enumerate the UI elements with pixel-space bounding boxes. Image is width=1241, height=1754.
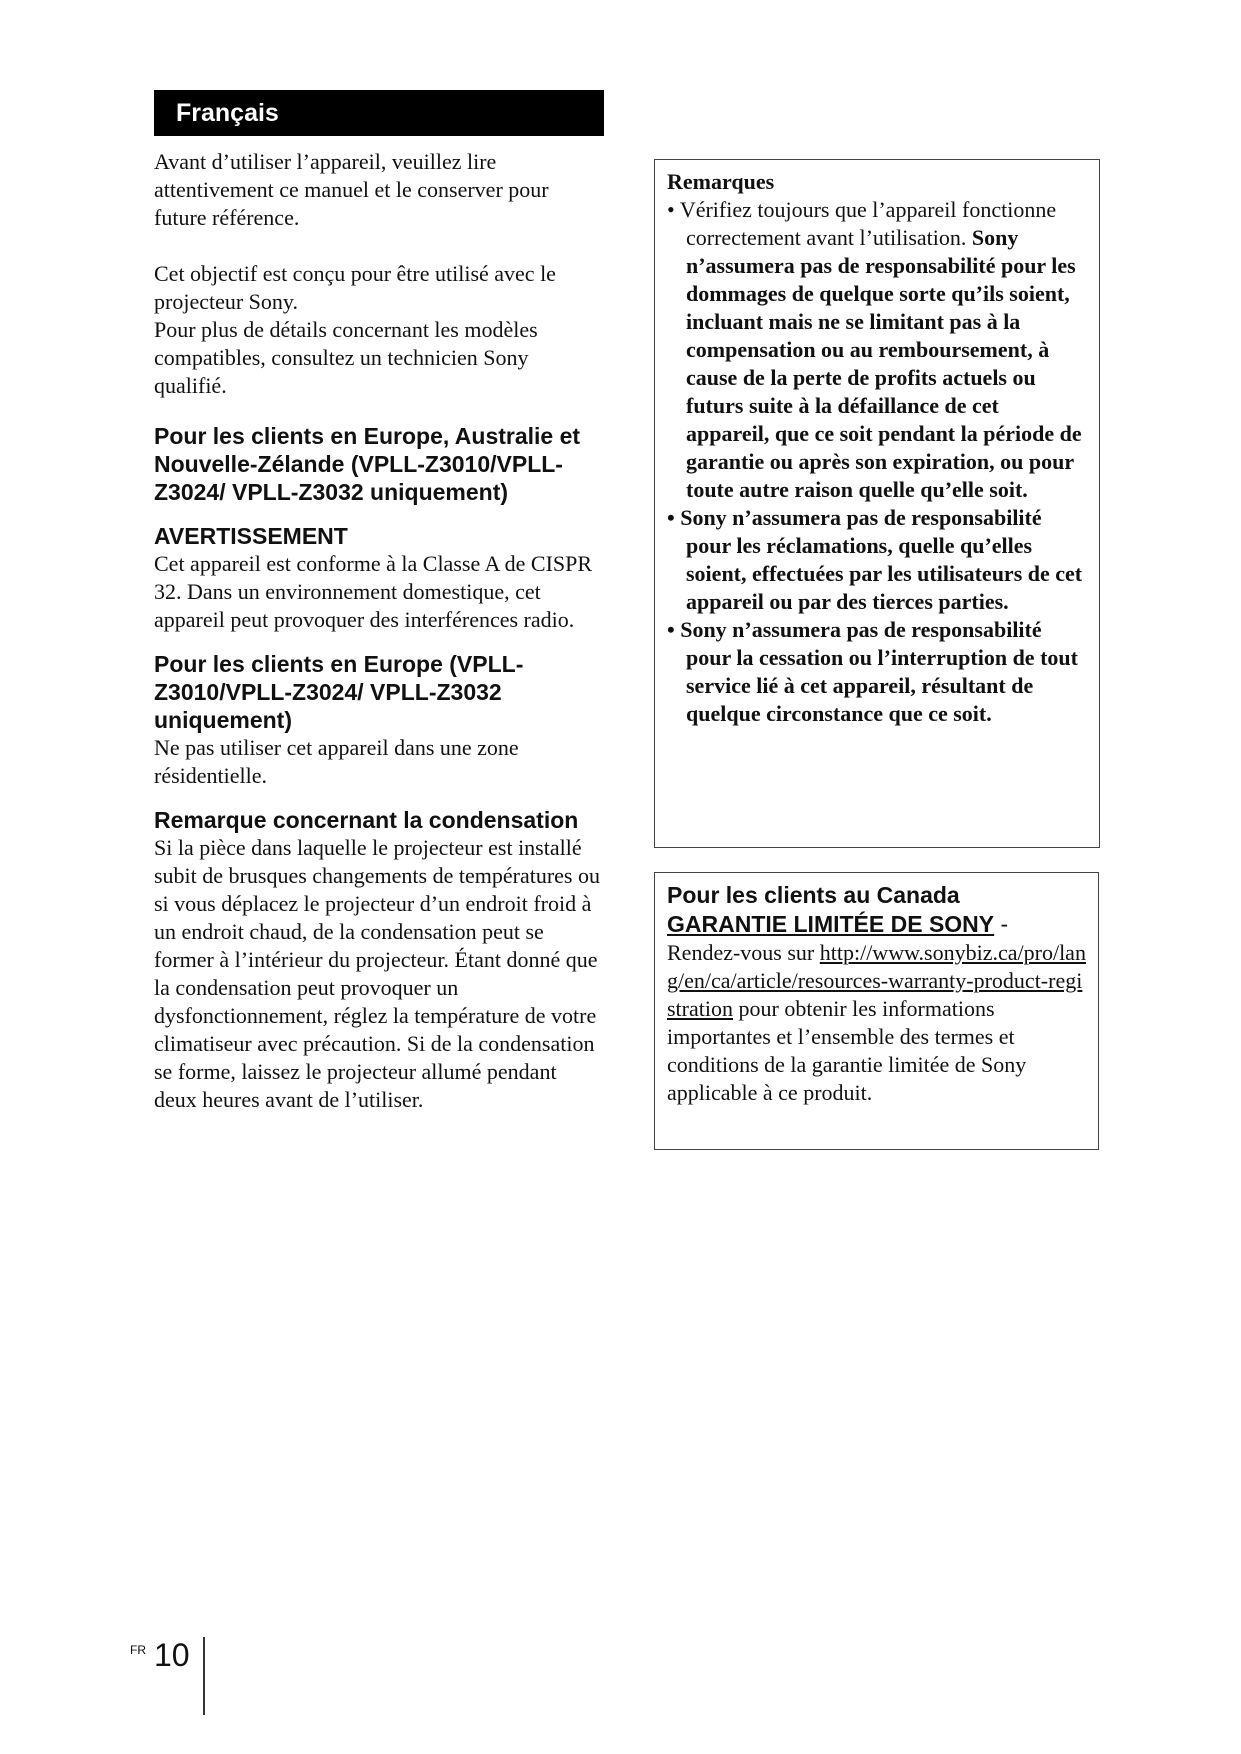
- notes-bullet-1-plain: Vérifiez toujours que l’appareil fonctionne correctement avant l’utilisation.: [679, 197, 1057, 250]
- condensation-text: Si la pièce dans laquelle le projecteur est installé subit de brusques changements de températures ou si vous déplacez le projecteur d’un endroit froid à un endroit chaud, de la condensation peut se former à l’intérieur du projecteur. Étant donné que la condensation peut provoquer un dysfonctionnement, réglez la température de votre climatiseur avec précaution. Si de la condensation se forme, laissez le projecteur allumé pendant deux heures avant de l’utiliser.: [154, 835, 600, 1112]
- notes-box: [654, 159, 1100, 848]
- language-header: Français: [154, 90, 604, 136]
- warranty-link[interactable]: http://www.sonybiz.ca/pro/lang/en/ca/article/resources-warranty-product-registration: [667, 940, 1086, 1021]
- canada-text: [667, 939, 1086, 1107]
- condensation-heading: Remarque concernant la condensation: [154, 807, 579, 833]
- notes-bullet-3: • Sony n’assumera pas de responsabilité pour la cessation ou l’interruption de tout service lié à cet appareil, résultant de quelque circonstance que ce soit.: [667, 617, 1078, 726]
- canada-heading: Pour les clients au Canada: [667, 882, 960, 908]
- lens-compatibility-paragraph: Cet objectif est conçu pour être utilisé avec le projecteur Sony.: [154, 261, 556, 314]
- warranty-title: GARANTIE LIMITÉE DE SONY: [667, 911, 995, 937]
- notes-bullet-2-text: Sony n’assumera pas de responsabilité pour les réclamations, quelle qu’elles soient, effectuées par les utilisateurs de cet appareil ou par des tierces parties.: [680, 505, 1083, 614]
- canada-box: [654, 872, 1099, 1150]
- warning-text: Cet appareil est conforme à la Classe A de CISPR 32. Dans un environnement domestique, cet appareil peut provoquer des interférences radio.: [154, 551, 593, 632]
- notes-bullet-1-bold: Sony n’assumera pas de responsabilité pour les dommages de quelque sorte qu’ils soient, incluant mais ne se limitant pas à la compensation ou au remboursement, à cause de la perte de profits actuels ou futurs suite à la défaillance de cet appareil, que ce soit pendant la période de garantie ou après son expiration, ou pour toute autre raison quelle qu’elle soit.: [686, 225, 1082, 502]
- page-number: 10: [154, 1637, 190, 1673]
- intro-paragraph: Avant d’utiliser l’appareil, veuillez lire attentivement ce manuel et le conserver pour future référence.: [154, 149, 549, 230]
- left-column: [154, 90, 604, 1114]
- eu-heading: Pour les clients en Europe (VPLL-Z3010/VPLL-Z3024/ VPLL-Z3032 uniquement): [154, 651, 524, 733]
- notes-bullet-2: • Sony n’assumera pas de responsabilité pour les réclamations, quelle qu’elles soient, effectuées par les utilisateurs de cet appareil ou par des tierces parties.: [667, 505, 1083, 614]
- canada-rest: pour obtenir les informations importantes et l’ensemble des termes et conditions de la garantie limitée de Sony applicable à ce produit.: [667, 996, 1027, 1105]
- notes-bullet-3-text: Sony n’assumera pas de responsabilité pour la cessation ou l’interruption de tout service lié à cet appareil, résultant de quelque circonstance que ce soit.: [680, 617, 1078, 726]
- warning-heading: AVERTISSEMENT: [154, 523, 348, 549]
- warranty-dash: -: [994, 911, 1009, 937]
- eu-aus-nz-heading: Pour les clients en Europe, Australie et Nouvelle-Zélande (VPLL-Z3010/VPLL-Z3024/ VPLL-Z3032 uniquement): [154, 423, 581, 505]
- notes-bullet-1: • Vérifiez toujours que l’appareil fonctionne correctement avant l’utilisation. Sony n’assumera pas de responsabilité pour les dommages de quelque sorte qu’ils soient, incluant mais ne se limitant pas à la compensation ou au remboursement, à cause de la perte de profits actuels ou futurs suite à la défaillance de cet appareil, que ce soit pendant la période de garantie ou après son expiration, ou pour toute autre raison quelle qu’elle soit.: [667, 197, 1082, 502]
- compatible-models-paragraph: Pour plus de détails concernant les modèles compatibles, consultez un technicien Sony qualifié.: [154, 317, 538, 398]
- language-code: FR: [130, 1643, 146, 1657]
- notes-title: Remarques: [667, 169, 775, 194]
- warranty-title-line: [667, 910, 1086, 939]
- footer-divider: [203, 1637, 205, 1715]
- canada-visit: Rendez-vous sur: [667, 940, 820, 965]
- eu-text: Ne pas utiliser cet appareil dans une zone résidentielle.: [154, 735, 519, 788]
